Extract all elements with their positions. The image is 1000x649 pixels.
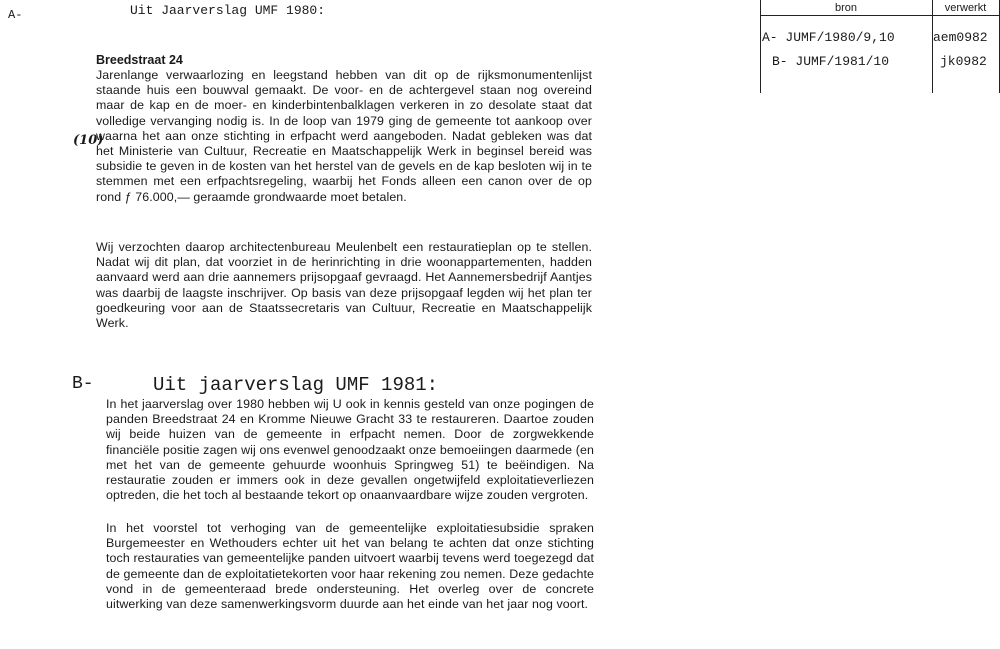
table-cell-processed: aem0982 xyxy=(933,30,988,45)
section-b-marker: B- xyxy=(72,374,94,394)
section-a-header: Uit Jaarverslag UMF 1980: xyxy=(130,3,326,18)
table-cell-source: A- JUMF/1980/9,10 xyxy=(762,30,895,45)
section-b-header: Uit jaarverslag UMF 1981: xyxy=(153,374,439,396)
table-cell-processed: jk0982 xyxy=(940,54,987,69)
table-cell-source: B- JUMF/1981/10 xyxy=(772,54,890,69)
source-table xyxy=(760,0,1000,93)
section-a-paragraph-2: Wij verzochten daarop architectenbureau Meulenbelt een restauratieplan op te stellen. Nadat wij dit plan, dat voorziet in de herinrichting in drie woonappartementen, hadden aanvaard werd aan drie aannemers prijsopgaaf gevraagd. Het Aannemersbedrijf Aantjes was daarbij de laagste inschrijver. Op basis van deze prijsopgaaf legden wij het plan ter goedkeuring voor aan de Staatssecretaris van Cultuur, Recreatie en Maatschappelijk Werk. xyxy=(96,240,592,331)
table-header-processed: verwerkt xyxy=(944,2,987,14)
handwritten-note: (10) xyxy=(73,133,104,148)
section-b-paragraph-1: In het jaarverslag over 1980 hebben wij U ook in kennis gesteld van onze pogingen de panden Breedstraat 24 en Kromme Nieuwe Gracht 33 te restaureren. Daartoe zouden wij beide huizen van de gemeente in erfpacht nemen. Door de zorgwekkende financiële positie zagen wij ons evenwel genoodzaakt onze bemoeiingen daarmede (en met het van de gemeente gehuurde woonhuis Springweg 51) te beëindigen. Na restauratie zouden er immers ook in deze gevallen ongetwijfeld exploitatieverliezen optreden, die het toch al bestaande tekort op onaanvaardbare wijze zouden vergroten. xyxy=(106,397,594,503)
section-a-marker: A- xyxy=(8,8,23,22)
section-a-paragraph-1: Jarenlange verwaarlozing en leegstand hebben van dit op de rijksmonumentenlijst staande huis een bouwval gemaakt. De voor- en de achtergevel staan nog overeind maar de kap en de moer- en kinderbintenbalklagen verkeren in zo desolate staat dat volledige vervanging nodig is. In de loop van 1979 ging de gemeente tot aankoop over waarna het aan onze stichting in erfpacht werd aangeboden. Nadat gebleken was dat het Ministerie van Cultuur, Recreatie en Maatschappelijk Werk in beginsel bereid was subsidie te geven in de kosten van het herstel van de gevels en de kap besloten wij in te stemmen met een erfpachtsregeling, waarbij het Fonds alleen een canon over de op rond ƒ 76.000,— geraamde grondwaarde moet betalen. xyxy=(96,68,592,204)
section-b-paragraph-2: In het voorstel tot verhoging van de gemeentelijke exploitatiesubsidie spraken Burgemeester en Wethouders echter uit het van belang te achten dat onze stichting toch restauraties van gemeentelijke panden uitvoert waarbij tevens werd toegezegd dat de gemeente dan de exploitatietekorten voor haar rekening zou nemen. Deze gedachte vond in de gemeenteraad brede ondersteuning. Het overleg over de concrete uitwerking van deze samenwerkingsvorm duurde aan het einde van het jaar nog voort. xyxy=(106,521,594,612)
table-header-source: bron xyxy=(834,2,858,14)
section-a-title: Breedstraat 24 xyxy=(96,53,183,67)
